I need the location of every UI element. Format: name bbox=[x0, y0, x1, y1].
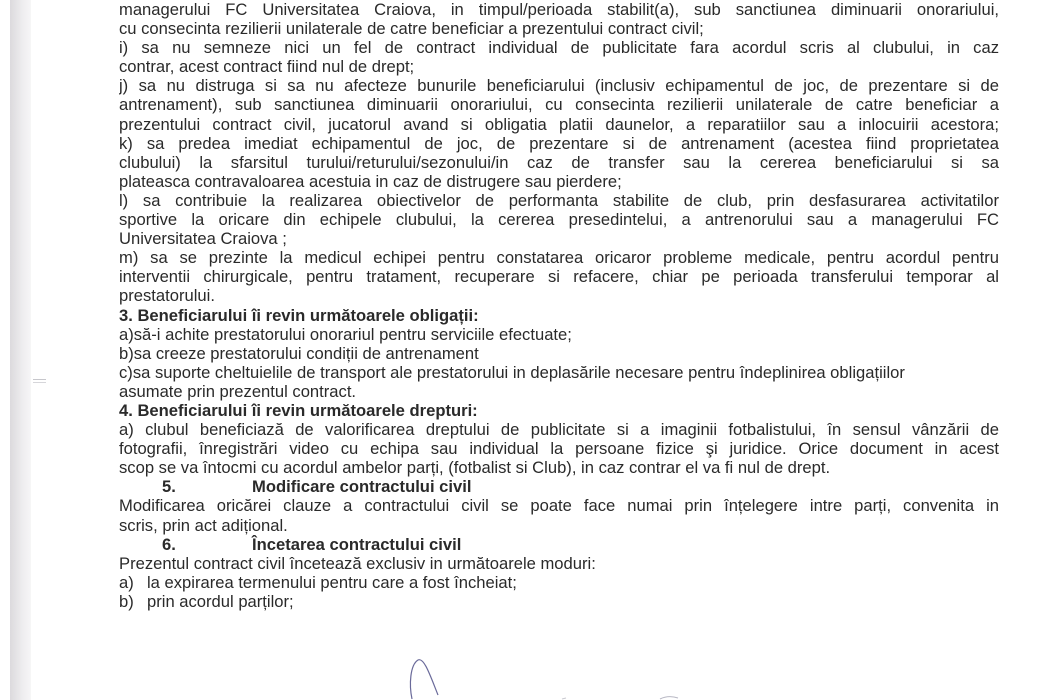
section-6-intro: Prezentul contract civil încetează exclusiv in următoarele moduri: bbox=[119, 553, 596, 573]
signature-trace bbox=[560, 694, 680, 700]
paragraph-line: prestatorului. bbox=[119, 286, 215, 306]
paragraph-line: i) sa nu semneze nici un fel de contract individual de publicitate fara acordul scris al clubului, in caz bbox=[119, 38, 999, 58]
paragraph-line: managerului FC Universitatea Craiova, in timpul/perioada stabilit(a), sub sanctiunea diminuarii onorariului, bbox=[119, 0, 999, 19]
section-5-number: 5. bbox=[162, 477, 176, 497]
section-3-item: c)sa suporte cheltuielile de transport ale prestatorului in deplasările necesare pentru îndeplinirea obligațiilor bbox=[119, 362, 905, 382]
signature-stroke bbox=[408, 655, 448, 700]
paragraph-line: j) sa nu distruga si sa nu afecteze bunurile beneficiarului (inclusiv echipamentul de joc, de prezentare si de bbox=[119, 76, 999, 96]
section-4-item: fotografii, înregistrări video cu echipa sau individual la persoane fizice şi juridice. Orice document in acest bbox=[119, 439, 999, 459]
section-4-heading: 4. Beneficiarului îi revin următoarele drepturi: bbox=[119, 400, 478, 420]
section-5-heading: Modificare contractului civil bbox=[252, 477, 472, 497]
section-3-item: asumate prin prezentul contract. bbox=[119, 381, 357, 401]
paragraph-line: prezentului contract civil, jucatorul avand si obligatia platii daunelor, a reparatiilor sau a inlocuirii acestora; bbox=[119, 114, 999, 134]
obligations-paragraphs bbox=[119, 0, 999, 306]
paragraph-line: antrenament), sub sanctiunea diminuarii onorariului, cu consecinta rezilierii unilaterale de catre beneficiar a bbox=[119, 95, 999, 115]
section-3-heading: 3. Beneficiarului îi revin următoarele obligații: bbox=[119, 305, 479, 325]
list-text: la expirarea termenului pentru care a fost încheiat; bbox=[147, 572, 517, 592]
scan-binding-strip bbox=[10, 0, 31, 700]
paragraph-line: clubului) la sfarsitul turului/returului/sezonului/in caz de transfer sau la cererea beneficiarului si sa bbox=[119, 152, 999, 172]
paragraph-line: cu consecinta rezilierii unilaterale de catre beneficiar a prezentului contract civil; bbox=[119, 19, 704, 39]
paragraph-line: interventii chirurgicale, pentru tratament, recuperare si refacere, chiar pe perioada transferului temporar al bbox=[119, 267, 999, 287]
section-6-number: 6. bbox=[162, 534, 176, 554]
list-text: prin acordul parților; bbox=[147, 591, 294, 611]
paragraph-line: Universitatea Craiova ; bbox=[119, 229, 287, 249]
section-6-item bbox=[119, 592, 999, 611]
paragraph-line: contrar, acest contract fiind nul de drept; bbox=[119, 57, 415, 77]
section-5-text: scris, prin act adițional. bbox=[119, 515, 288, 535]
scan-edge bbox=[0, 0, 10, 700]
list-label: a) bbox=[119, 572, 134, 592]
section-5-title bbox=[119, 477, 999, 496]
scan-mark bbox=[33, 379, 46, 383]
paragraph-line: m) sa se prezinte la medicul echipei pentru constatarea oricaror probleme medicale, pentru acordul pentru bbox=[119, 248, 999, 268]
contract-page bbox=[119, 0, 999, 611]
section-6-item bbox=[119, 573, 999, 592]
paragraph-line: k) sa predea imediat echipamentul de joc, de prezentare si de antrenament (acestea fiind proprietatea bbox=[119, 133, 999, 153]
paragraph-line: sportive la oricare din echipele clubului, la cererea presedintelui, a antrenorului sau a managerului FC bbox=[119, 210, 999, 230]
list-label: b) bbox=[119, 591, 134, 611]
paragraph-line: plateasca contravaloarea acestuia in caz de distrugere sau pierdere; bbox=[119, 171, 622, 191]
section-3-item: a)să-i achite prestatorului onorariul pentru serviciile efectuate; bbox=[119, 324, 572, 344]
section-4-item: a) clubul beneficiază de valorificarea dreptului de publicitate si a imaginii fotbalistului, în sensul vânzării de bbox=[119, 420, 999, 440]
paragraph-line: l) sa contribuie la realizarea obiectivelor de performanta stabilite de club, prin desfasurarea activitatilor bbox=[119, 190, 999, 210]
section-5-text: Modificarea oricărei clauze a contractului civil se poate face numai prin înțelegere intre parți, convenita in bbox=[119, 496, 999, 516]
section-6-heading: Încetarea contractului civil bbox=[252, 534, 462, 554]
section-6-title bbox=[119, 535, 999, 554]
section-4-item: scop se va întocmi cu acordul ambelor parți, (fotbalist si Club), in caz contrar el va fi nul de drept. bbox=[119, 458, 831, 478]
section-3-item: b)sa creeze prestatorului condiții de antrenament bbox=[119, 343, 479, 363]
